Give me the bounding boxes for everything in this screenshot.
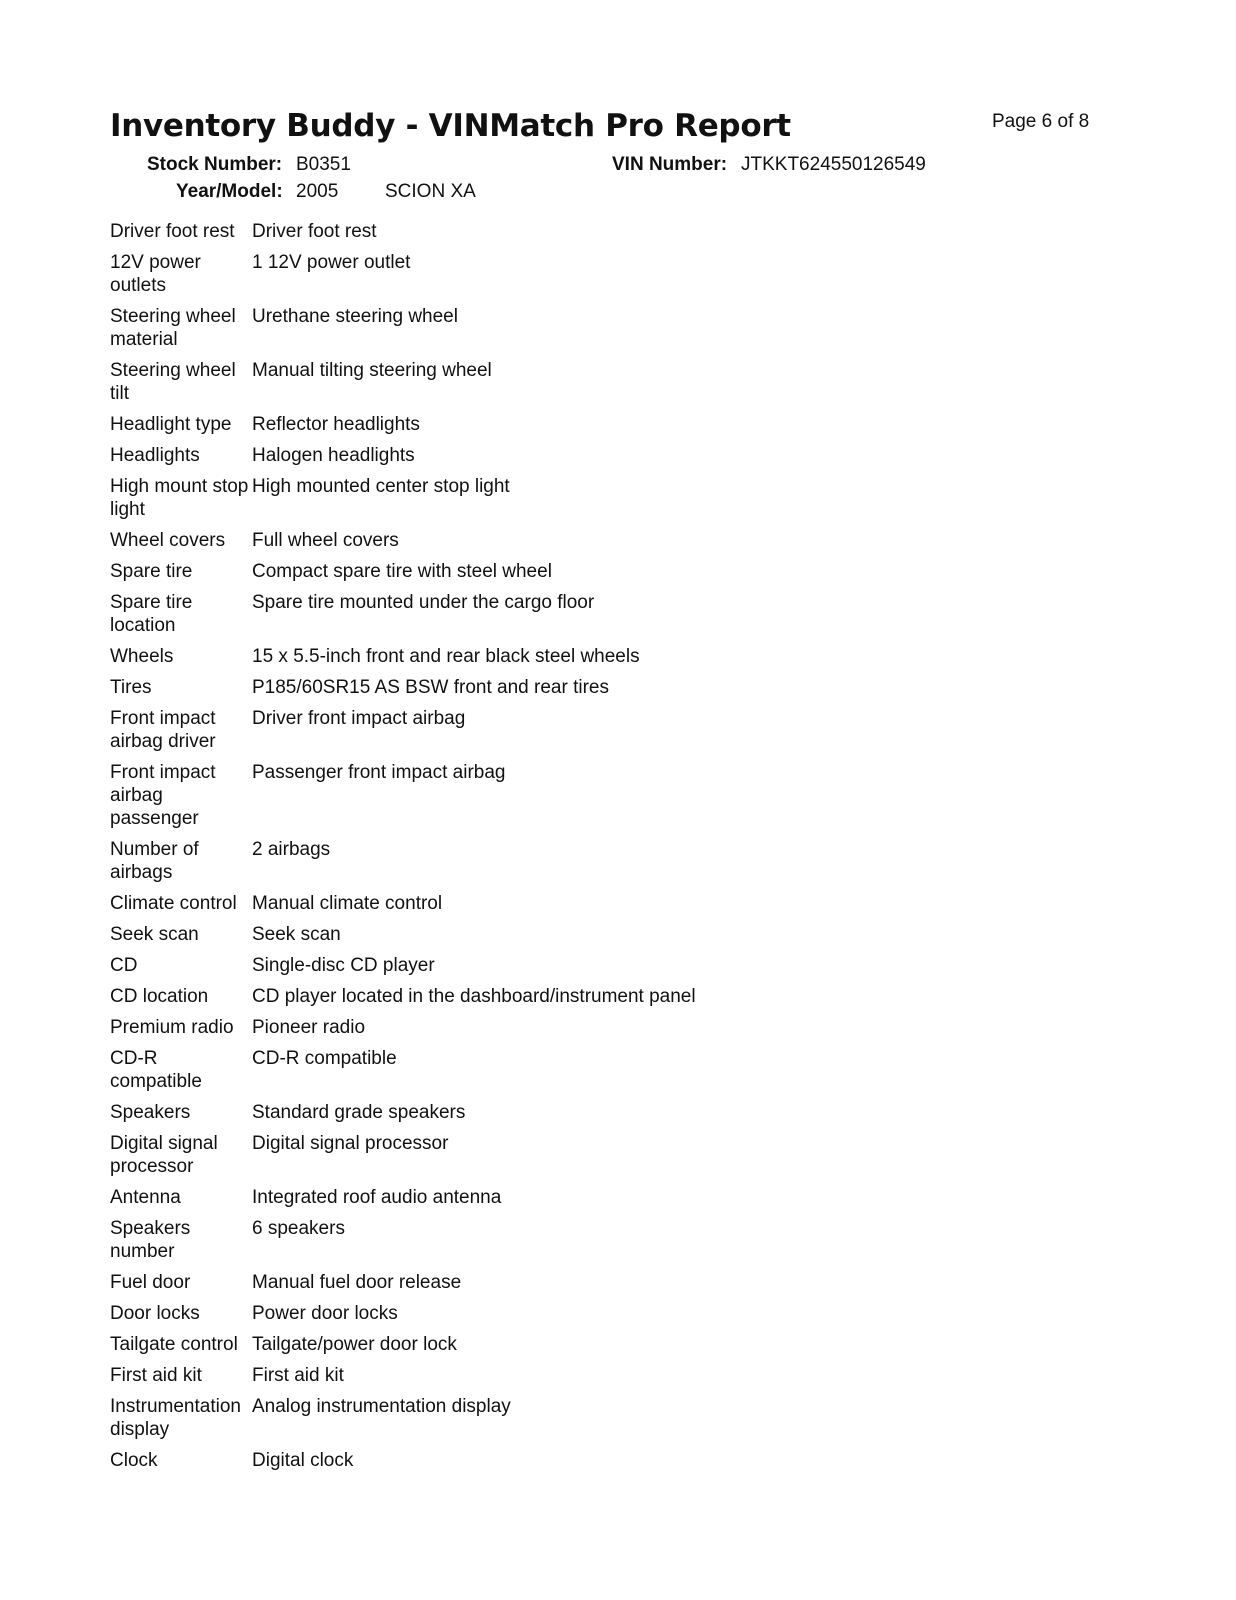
spec-row: [110, 888, 910, 919]
spec-row: [110, 1012, 910, 1043]
spec-list: [110, 216, 910, 1476]
spec-value: Passenger front impact airbag: [252, 762, 506, 783]
spec-row: [110, 1360, 910, 1391]
spec-value: Seek scan: [252, 924, 341, 945]
spec-row: [110, 1182, 910, 1213]
spec-row: [110, 1298, 910, 1329]
spec-value: Reflector headlights: [252, 414, 420, 435]
spec-label: Digital signal processor: [110, 1133, 218, 1177]
spec-label: Tires: [110, 677, 152, 698]
spec-label: Fuel door: [110, 1272, 191, 1293]
spec-label: Headlight type: [110, 414, 232, 435]
spec-value: Standard grade speakers: [252, 1102, 466, 1123]
spec-value: Driver foot rest: [252, 221, 377, 242]
spec-value: Driver front impact airbag: [252, 708, 466, 729]
spec-value: Digital clock: [252, 1450, 354, 1471]
spec-row: [110, 1043, 910, 1097]
spec-label: Spare tire location: [110, 592, 193, 636]
spec-label: Premium radio: [110, 1017, 234, 1038]
spec-value: First aid kit: [252, 1365, 344, 1386]
spec-label: Door locks: [110, 1303, 200, 1324]
spec-value: Digital signal processor: [252, 1133, 449, 1154]
spec-label: CD-R compatible: [110, 1048, 202, 1092]
spec-row: [110, 834, 910, 888]
spec-row: [110, 409, 910, 440]
spec-row: [110, 757, 910, 834]
spec-row: [110, 440, 910, 471]
spec-value: 15 x 5.5-inch front and rear black steel wheels: [252, 646, 640, 667]
spec-value: Single-disc CD player: [252, 955, 435, 976]
spec-row: [110, 587, 910, 641]
spec-row: [110, 950, 910, 981]
spec-label: Front impact airbag passenger: [110, 762, 216, 829]
year-value: 2005: [296, 181, 339, 202]
spec-label: First aid kit: [110, 1365, 202, 1386]
spec-value: Spare tire mounted under the cargo floor: [252, 592, 595, 613]
spec-value: P185/60SR15 AS BSW front and rear tires: [252, 677, 609, 698]
spec-label: Instrumentation display: [110, 1396, 241, 1440]
spec-value: Manual tilting steering wheel: [252, 360, 492, 381]
spec-label: Antenna: [110, 1187, 181, 1208]
report-title: Inventory Buddy - VINMatch Pro Report: [110, 108, 791, 144]
spec-row: [110, 525, 910, 556]
spec-value: 2 airbags: [252, 839, 331, 860]
spec-row: [110, 301, 910, 355]
spec-value: Analog instrumentation display: [252, 1396, 511, 1417]
spec-label: CD location: [110, 986, 209, 1007]
spec-row: [110, 672, 910, 703]
spec-row: [110, 919, 910, 950]
spec-label: CD: [110, 955, 138, 976]
spec-label: High mount stop light: [110, 476, 249, 520]
spec-row: [110, 216, 910, 247]
spec-row: [110, 1128, 910, 1182]
spec-row: [110, 471, 910, 525]
spec-row: [110, 556, 910, 587]
spec-row: [110, 1329, 910, 1360]
spec-label: Driver foot rest: [110, 221, 235, 242]
spec-value: Manual fuel door release: [252, 1272, 462, 1293]
spec-value: Full wheel covers: [252, 530, 399, 551]
spec-value: High mounted center stop light: [252, 476, 510, 497]
page-number: Page 6 of 8: [992, 111, 1090, 132]
spec-row: [110, 355, 910, 409]
spec-label: Number of airbags: [110, 839, 199, 883]
spec-value: 6 speakers: [252, 1218, 345, 1239]
spec-label: Steering wheel tilt: [110, 360, 236, 404]
model-value: SCION XA: [385, 181, 476, 202]
spec-row: [110, 641, 910, 672]
spec-label: Wheel covers: [110, 530, 226, 551]
spec-label: Seek scan: [110, 924, 199, 945]
vin-label: VIN Number:: [612, 154, 728, 175]
spec-label: Spare tire: [110, 561, 193, 582]
spec-value: CD player located in the dashboard/instrument panel: [252, 986, 696, 1007]
spec-value: Pioneer radio: [252, 1017, 366, 1038]
stock-number-value: B0351: [296, 154, 351, 175]
spec-row: [110, 247, 910, 301]
spec-row: [110, 981, 910, 1012]
yearmodel-label: Year/Model:: [176, 181, 283, 202]
spec-row: [110, 1097, 910, 1128]
spec-row: [110, 703, 910, 757]
spec-label: Front impact airbag driver: [110, 708, 216, 752]
spec-label: Climate control: [110, 893, 237, 914]
spec-value: Halogen headlights: [252, 445, 415, 466]
spec-label: 12V power outlets: [110, 252, 201, 296]
spec-row: [110, 1391, 910, 1445]
spec-label: Speakers number: [110, 1218, 191, 1262]
vin-number-value: JTKKT624550126549: [741, 154, 926, 175]
stock-label: Stock Number:: [147, 154, 283, 175]
spec-row: [110, 1213, 910, 1267]
spec-value: 1 12V power outlet: [252, 252, 411, 273]
spec-label: Clock: [110, 1450, 158, 1471]
spec-value: Power door locks: [252, 1303, 398, 1324]
year-model-label: [176, 181, 283, 203]
spec-value: Integrated roof audio antenna: [252, 1187, 502, 1208]
spec-value: Compact spare tire with steel wheel: [252, 561, 552, 582]
spec-label: Wheels: [110, 646, 174, 667]
spec-label: Speakers: [110, 1102, 191, 1123]
spec-value: Tailgate/power door lock: [252, 1334, 457, 1355]
spec-label: Tailgate control: [110, 1334, 238, 1355]
vin-number-label: [612, 154, 727, 176]
spec-label: Headlights: [110, 445, 200, 466]
spec-label: Steering wheel material: [110, 306, 236, 350]
spec-value: CD-R compatible: [252, 1048, 397, 1069]
spec-row: [110, 1445, 910, 1476]
spec-value: Manual climate control: [252, 893, 443, 914]
stock-number-label: [147, 154, 282, 176]
spec-row: [110, 1267, 910, 1298]
spec-value: Urethane steering wheel: [252, 306, 458, 327]
